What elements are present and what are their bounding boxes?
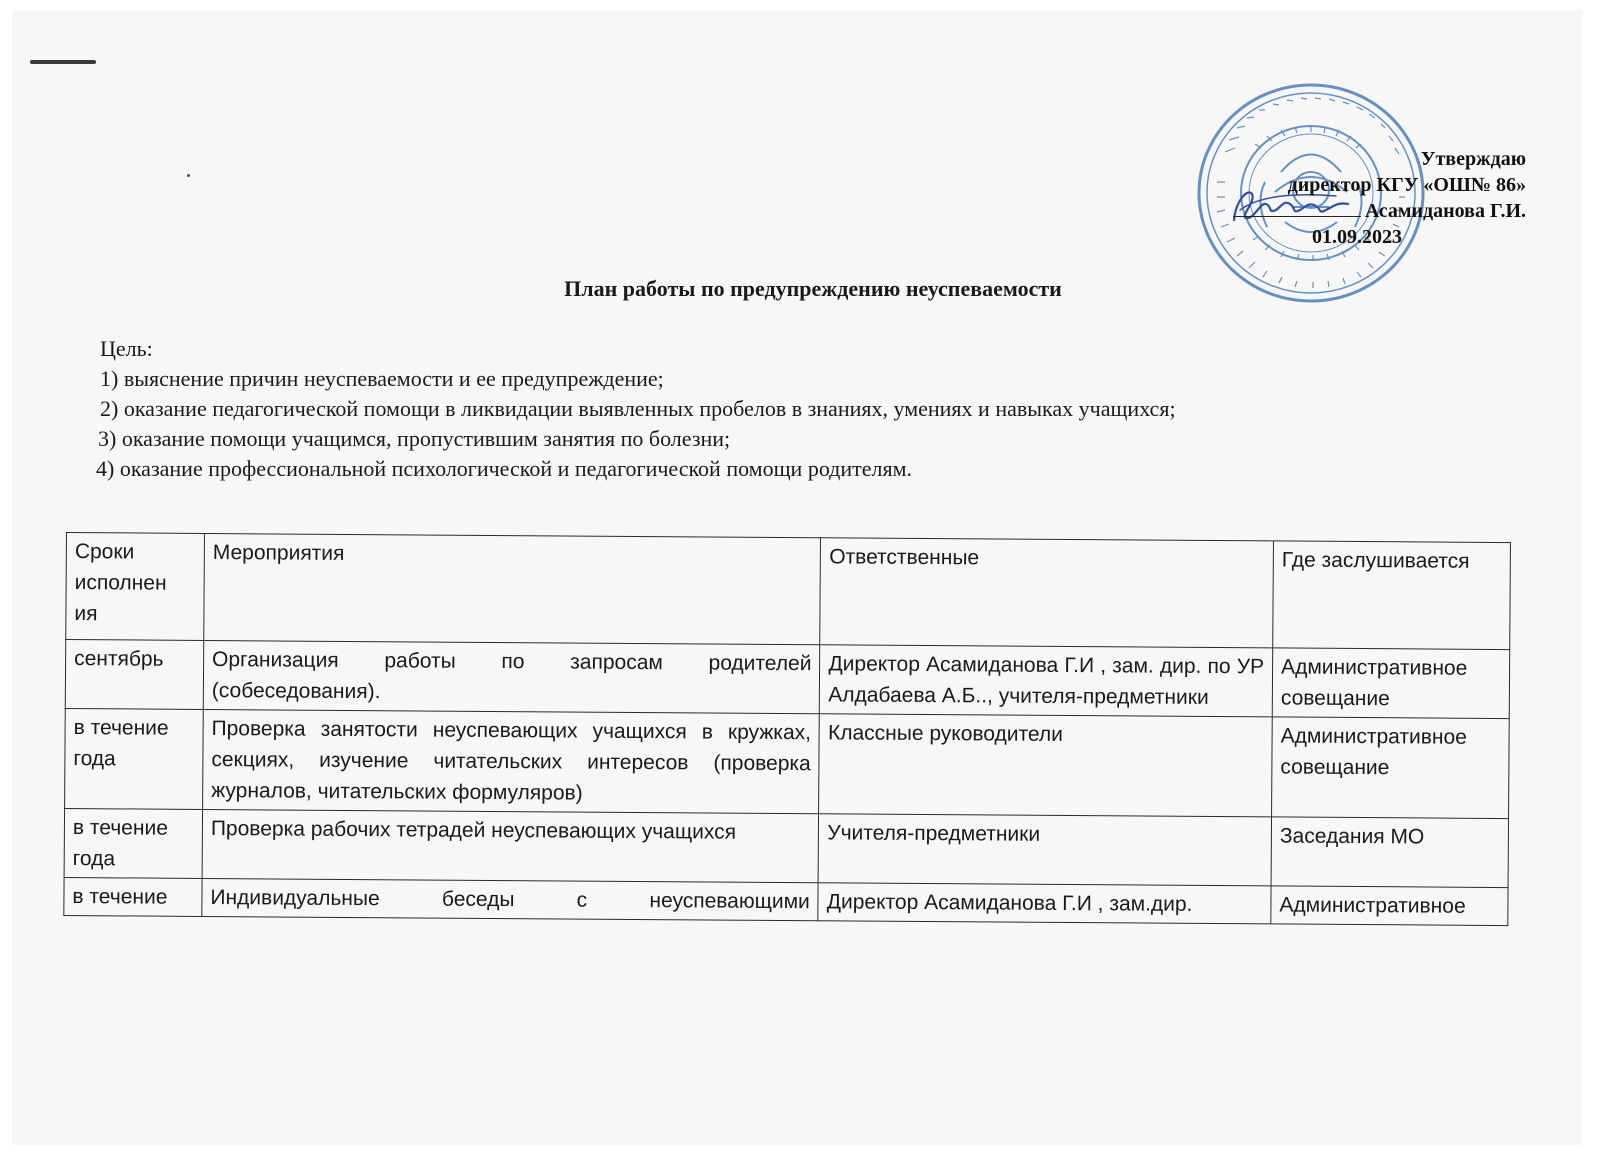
header-responsible: Ответственные	[820, 538, 1273, 648]
cell-activity: Организация работы по запросам родителей (собеседования).	[203, 640, 820, 713]
cell-term: сентябрь	[65, 640, 203, 710]
goals-label: Цель:	[100, 336, 153, 361]
goal-item: 2) оказание педагогической помощи в ликвидации выявленных пробелов в знаниях, умениях и навыках учащихся;	[100, 396, 1176, 421]
cell-responsible: Директор Асамиданова Г.И , зам.дир.	[818, 883, 1271, 924]
cell-responsible: Учителя-предметники	[818, 814, 1271, 886]
goal-item: 4) оказание профессиональной психологической и педагогической помощи родителям.	[96, 456, 913, 481]
header-term: Сроки исполнен ия	[66, 533, 205, 641]
approval-date: 01.09.2023	[1312, 226, 1402, 248]
goals-section	[96, 334, 1176, 484]
scan-dot	[187, 174, 190, 177]
goal-item: 3) оказание помощи учащимся, пропустившим занятия по болезни;	[98, 426, 731, 451]
approval-position: директор КГУ «ОШ№ 86»	[1287, 174, 1526, 196]
cell-heard: Административное совещание	[1272, 717, 1510, 819]
approval-name: Асамиданова Г.И.	[1364, 200, 1526, 222]
cell-term: в течение	[64, 877, 202, 916]
approval-name-row	[1233, 198, 1526, 224]
table-row	[65, 708, 1510, 818]
cell-term: в течение года	[64, 808, 202, 878]
plan-table	[63, 532, 1511, 926]
cell-activity: Проверка рабочих тетрадей неуспевающих учащихся	[202, 809, 819, 882]
cell-heard: Заседания МО	[1271, 817, 1508, 888]
header-heard: Где заслушивается	[1273, 541, 1511, 650]
approval-block	[1233, 146, 1526, 250]
scan-mark	[30, 60, 96, 64]
table-row	[65, 640, 1509, 719]
approval-approve: Утверждаю	[1420, 148, 1526, 170]
signature-line	[1233, 216, 1361, 217]
table-row	[64, 808, 1508, 887]
cell-activity: Проверка занятости неуспевающих учащихся в кружках, секциях, изучение читательских интересов (проверка журналов, читательских формуляров)	[203, 709, 820, 813]
cell-heard: Административное	[1271, 886, 1508, 926]
goal-item: 1) выяснение причин неуспеваемости и ее предупреждение;	[100, 366, 664, 391]
cell-responsible: Директор Асамиданова Г.И , зам. дир. по УР Алдабаева А.Б.., учителя-предметники	[820, 645, 1273, 717]
table-header-row	[66, 533, 1511, 650]
cell-activity: Индивидуальные беседы с неуспевающими	[202, 878, 819, 920]
cell-term: в течение года	[65, 708, 204, 809]
header-activity: Мероприятия	[204, 533, 821, 644]
document-title: План работы по предупреждению неуспеваемости	[564, 276, 1062, 301]
cell-heard: Административное совещание	[1272, 648, 1509, 719]
cell-responsible: Классные руководители	[819, 714, 1272, 817]
